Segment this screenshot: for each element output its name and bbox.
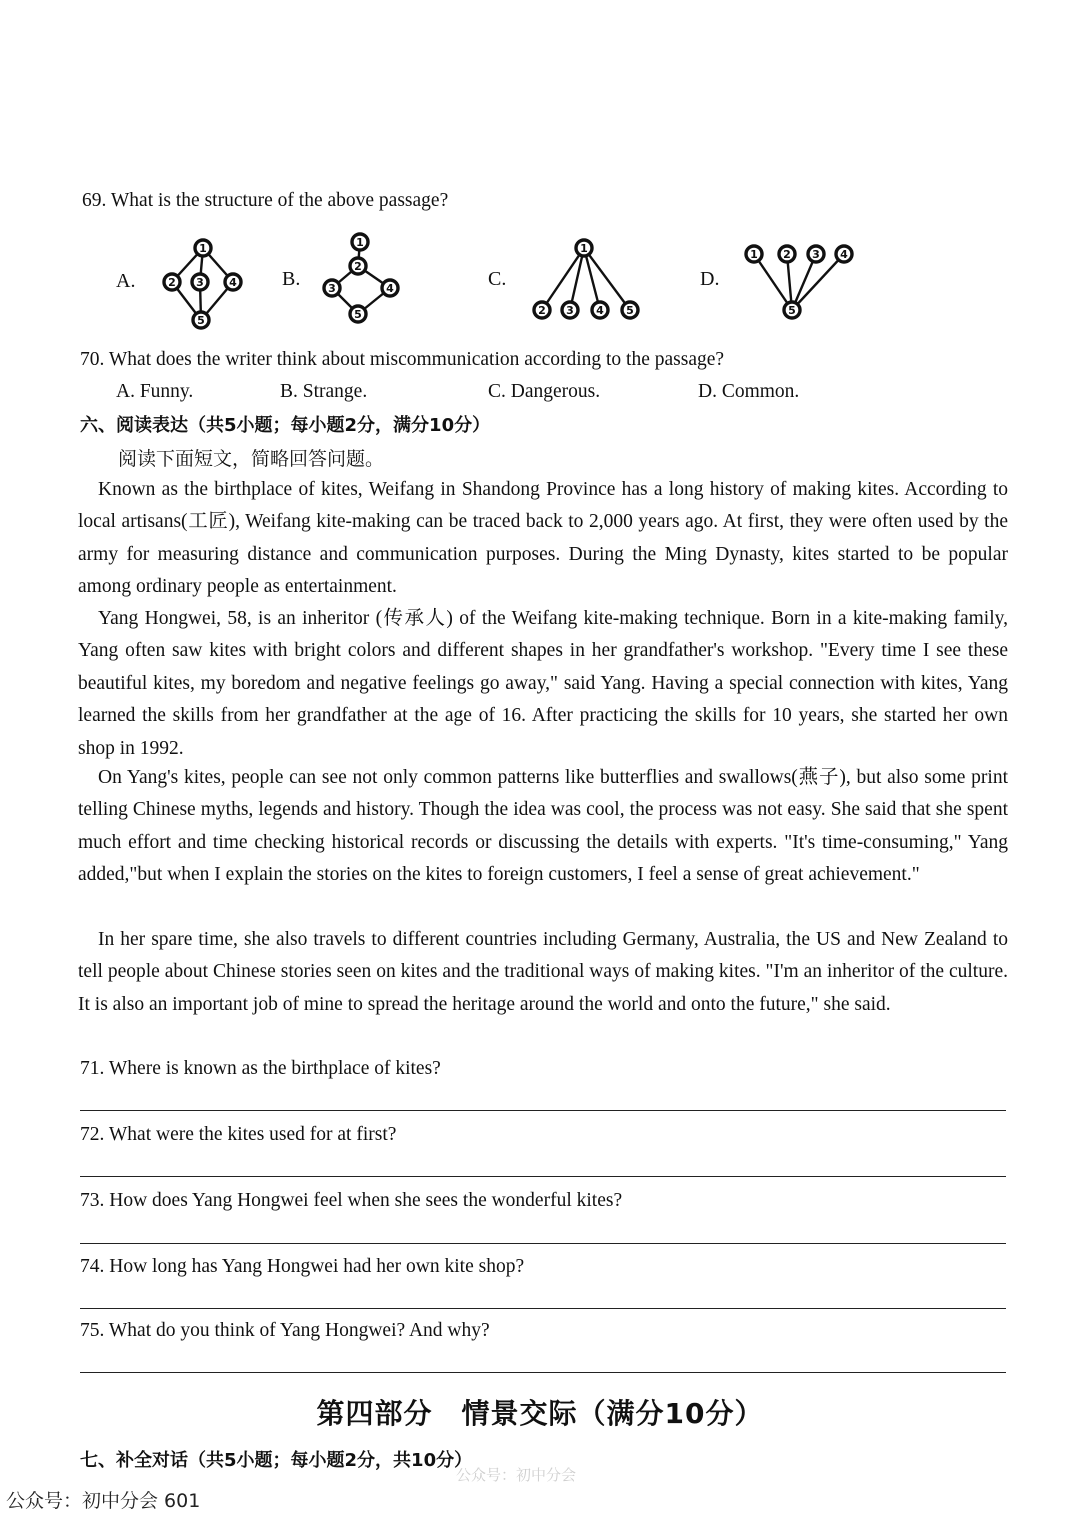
section-6-heading: 六、阅读表达（共5小题；每小题2分，满分10分）: [80, 415, 491, 436]
diagram-a-node-1: [195, 240, 211, 256]
diagram-b-node-2: [350, 258, 366, 274]
watermark: 公众号：初中分会: [456, 1466, 577, 1484]
answer-line-75[interactable]: [80, 1372, 1006, 1373]
diagram-d-node-1: [746, 246, 762, 262]
question-72: 72. What were the kites used for at first?: [80, 1124, 397, 1145]
svg-text:4: 4: [840, 248, 848, 261]
q69-option-c-label: C.: [488, 268, 507, 290]
diagram-b-node-4: [382, 280, 398, 296]
q70-option-a: A. Funny.: [116, 381, 194, 402]
svg-text:3: 3: [812, 248, 820, 261]
section-6-instruction: 阅读下面短文，简略回答问题。: [118, 448, 385, 470]
q69-option-b-label: B.: [282, 268, 301, 290]
svg-text:4: 4: [386, 282, 394, 295]
diagram-b-node-3: [324, 280, 340, 296]
passage-paragraph-4: In her spare time, she also travels to different countries including Germany, Australia, the US and New Zealand to tell people about Chinese stories seen on kites and the traditional ways of making kites. "I'm an inheritor of the culture. It is also an important job of mine to spread the heritage around the world and onto the future," she said.: [78, 929, 1008, 1015]
question-69: 69. What is the structure of the above passage?: [82, 190, 449, 211]
svg-text:4: 4: [596, 304, 604, 317]
q69-option-d-label: D.: [700, 268, 720, 290]
svg-text:2: 2: [538, 304, 546, 317]
svg-text:3: 3: [566, 304, 574, 317]
passage-paragraph-2: Yang Hongwei, 58, is an inheritor (传承人) of the Weifang kite-making technique. Born in a kite-making family, Yang often saw kites with bright colors and different shapes in her grandfather's workshop. "Every time I see these beautiful kites, my boredom and negative feelings go away," said Yang. Having a special connection with kites, Yang learned the skills from her grandfather at the age of 16. After practicing the skills for 10 years, she started her own shop in 1992.: [78, 608, 1008, 759]
question-71: 71. Where is known as the birthplace of kites?: [80, 1058, 441, 1079]
diagram-a-node-2: [164, 274, 180, 290]
diagram-c-node-3: [562, 302, 578, 318]
diagram-d-node-4: [836, 246, 852, 262]
answer-line-74[interactable]: [80, 1308, 1006, 1309]
question-70: 70. What does the writer think about miscommunication according to the passage?: [80, 349, 725, 370]
diagram-a-node-4: [225, 274, 241, 290]
svg-text:1: 1: [580, 242, 588, 255]
question-75: 75. What do you think of Yang Hongwei? And why?: [80, 1320, 490, 1341]
q70-option-c: C. Dangerous.: [488, 381, 601, 402]
svg-text:2: 2: [168, 276, 176, 289]
question-73: 73. How does Yang Hongwei feel when she sees the wonderful kites?: [80, 1190, 623, 1211]
svg-text:4: 4: [229, 276, 237, 289]
svg-text:2: 2: [783, 248, 791, 261]
passage-paragraph-3: On Yang's kites, people can see not only common patterns like butterflies and swallows(燕子), but also some print telling Chinese myths, legends and history. Though the idea was cool, the process was not easy. She said that she spent much effort and time checking historical records or discussing the details with experts. "It's time-consuming," Yang added,"but when I explain the stories on the kites to foreign customers, I feel a sense of great achievement.": [78, 767, 1008, 886]
diagram-c-node-5: [622, 302, 638, 318]
svg-text:5: 5: [354, 308, 362, 321]
svg-text:5: 5: [788, 304, 796, 317]
svg-text:3: 3: [196, 276, 204, 289]
q70-option-d: D. Common.: [698, 381, 800, 402]
q69-diagram-b: [318, 232, 408, 324]
diagram-b-node-1: [352, 234, 368, 250]
part-4-title: 第四部分 情景交际（满分10分）: [316, 1397, 764, 1430]
diagram-a-node-3: [192, 274, 208, 290]
svg-text:1: 1: [750, 248, 758, 261]
svg-text:3: 3: [328, 282, 336, 295]
diagram-d-node-2: [779, 246, 795, 262]
diagram-b-node-5: [350, 306, 366, 322]
svg-text:2: 2: [354, 260, 362, 273]
diagram-d-node-3: [808, 246, 824, 262]
q69-diagram-a: [158, 238, 248, 328]
answer-line-72[interactable]: [80, 1176, 1006, 1177]
q70-option-b: B. Strange.: [280, 381, 368, 402]
diagram-a-node-5: [193, 312, 209, 328]
diagram-d-node-5: [784, 302, 800, 318]
section-7-heading: 七、补全对话（共5小题；每小题2分，共10分）: [80, 1450, 473, 1471]
svg-text:5: 5: [626, 304, 634, 317]
diagram-c-node-1: [576, 240, 592, 256]
q69-diagram-c: [528, 236, 648, 326]
footer-account-label: 公众号：初中分会 601: [6, 1490, 201, 1512]
svg-text:1: 1: [356, 236, 364, 249]
q69-diagram-d: [742, 242, 858, 324]
diagram-c-node-2: [534, 302, 550, 318]
svg-text:5: 5: [197, 314, 205, 327]
diagram-c-node-4: [592, 302, 608, 318]
passage-paragraph-1: Known as the birthplace of kites, Weifang in Shandong Province has a long history of making kites. According to local artisans(工匠), Weifang kite-making can be traced back to 2,000 years ago. At first, they were often used by the army for measuring distance and communication purposes. During the Ming Dynasty, kites started to be popular among ordinary people as entertainment.: [78, 479, 1008, 598]
question-74: 74. How long has Yang Hongwei had her own kite shop?: [80, 1256, 525, 1277]
answer-line-73[interactable]: [80, 1243, 1006, 1244]
svg-text:1: 1: [199, 242, 207, 255]
q69-option-a-label: A.: [116, 270, 136, 292]
answer-line-71[interactable]: [80, 1110, 1006, 1111]
